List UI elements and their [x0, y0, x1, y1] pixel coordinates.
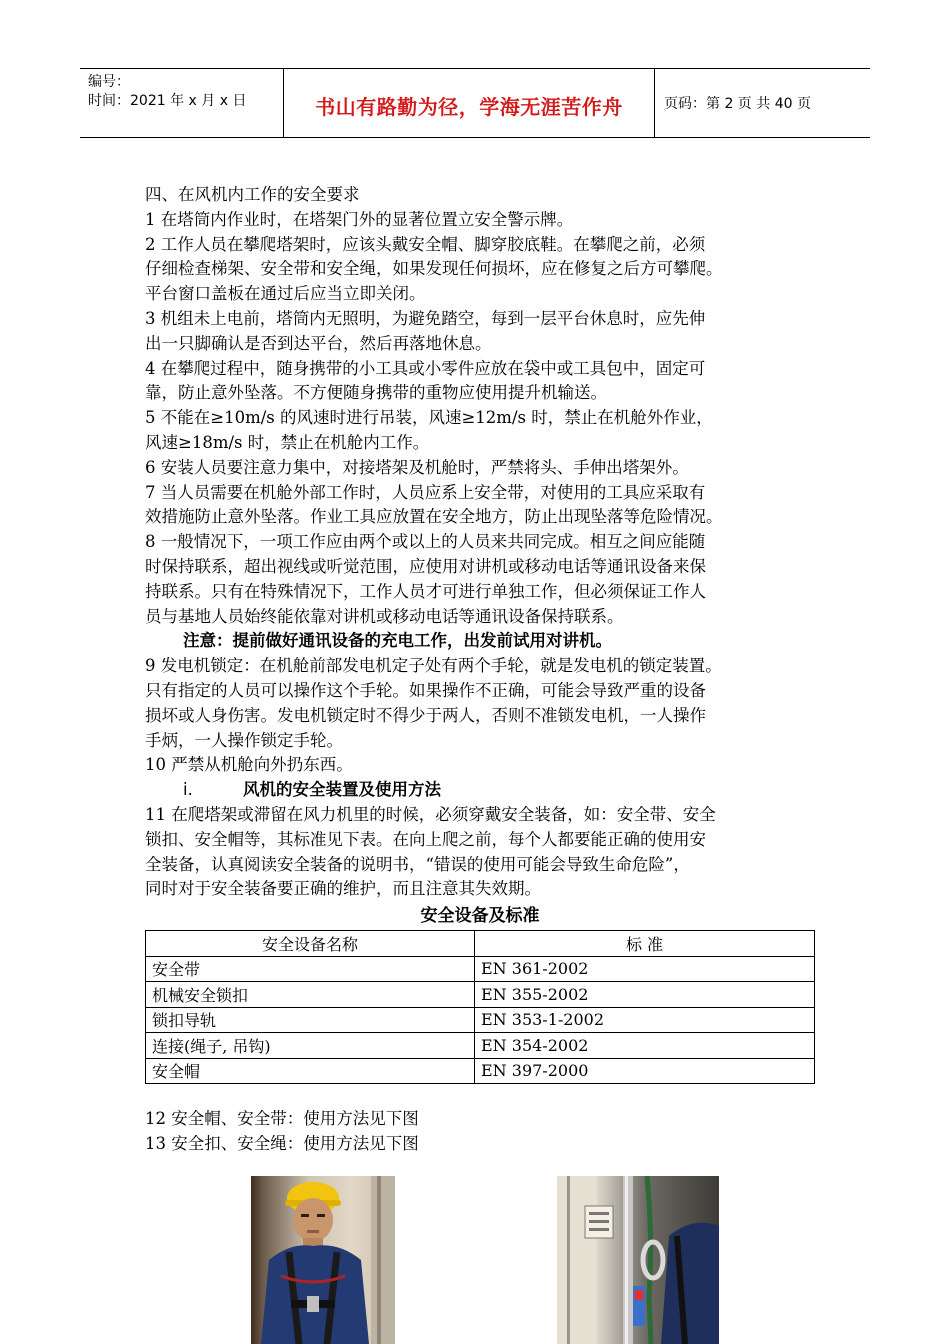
paragraph-line: 出一只脚确认是否到达平台，然后再落地休息。 [145, 333, 492, 353]
paragraph-line: 6 安装人员要注意力集中，对接塔架及机舱时，严禁将头、手伸出塔架外。 [145, 457, 689, 477]
paragraph-line: 5 不能在≥10m/s 的风速时进行吊装，风速≥12m/s 时，禁止在机舱外作业， [145, 408, 713, 428]
paragraph-line: 10 严禁从机舱向外扔东西。 [145, 755, 353, 775]
table-row [146, 982, 815, 1008]
paragraph-line: 员与基地人员始终能依靠对讲机或移动电话等通讯设备保持联系。 [145, 606, 624, 626]
header-meta [88, 73, 246, 111]
paragraph-line: 8 一般情况下，一项工作应由两个或以上的人员来共同完成。相互之间应能随 [145, 532, 706, 552]
table-cell-standard: EN 397-2000 [475, 1058, 815, 1084]
table-row [146, 1007, 815, 1033]
paragraph-line: 风速≥18m/s 时，禁止在机舱内工作。 [145, 432, 430, 452]
subsection-number: i. [183, 780, 193, 800]
safety-clip-rope-photo [557, 1176, 719, 1344]
paragraph-line: 同时对于安全装备要正确的维护，而且注意其失效期。 [145, 879, 541, 899]
section-title: 四、在风机内工作的安全要求 [145, 185, 360, 204]
table-title: 安全设备及标准 [420, 906, 540, 927]
paragraph-line: 手炳，一人操作锁定手轮。 [145, 730, 343, 750]
worker-illustration [251, 1176, 395, 1344]
note-line: 注意：提前做好通讯设备的充电工作，出发前试用对讲机。 [183, 631, 612, 651]
table-cell-standard: EN 354-2002 [475, 1033, 815, 1059]
table-cell-equipment: 安全带 [146, 956, 475, 982]
table-row [146, 956, 815, 982]
table-header-cell: 标 准 [475, 931, 815, 957]
paragraph-line: 靠，防止意外坠落。不方便随身携带的重物应使用提升机输送。 [145, 383, 607, 403]
paragraph-line: 4 在攀爬过程中，随身携带的小工具或小零件应放在袋中或工具包中，固定可 [145, 358, 706, 378]
header-divider [654, 69, 655, 137]
header-date-label: 时间：2021 年 x 月 x 日 [88, 93, 247, 109]
spacer [145, 1084, 815, 1107]
paragraph-line: 效措施防止意外坠落。作业工具应放置在安全地方，防止出现坠落等危险情况。 [145, 507, 723, 527]
paragraph-line: 损坏或人身伤害。发电机锁定时不得少于两人，否则不准锁发电机，一人操作 [145, 705, 706, 725]
clip-illustration [557, 1176, 719, 1344]
paragraph-line: 9 发电机锁定：在机舱前部发电机定子处有两个手轮，就是发电机的锁定装置。 [145, 656, 722, 676]
table-cell-standard: EN 361-2002 [475, 956, 815, 982]
table-cell-standard: EN 355-2002 [475, 982, 815, 1008]
table-cell-equipment: 安全帽 [146, 1058, 475, 1084]
subsection-heading [145, 778, 815, 803]
table-row [146, 1058, 815, 1084]
table-row [146, 1033, 815, 1059]
paragraph-line: 12 安全帽、安全带：使用方法见下图 [145, 1109, 419, 1129]
paragraph-line: 11 在爬塔架或滞留在风力机里的时候，必须穿戴安全装备，如：安全带、安全 [145, 804, 716, 824]
paragraph-line: 1 在塔筒内作业时，在塔架门外的显著位置立安全警示牌。 [145, 209, 574, 229]
table-cell-equipment: 锁扣导轨 [146, 1007, 475, 1033]
table-header-row [146, 931, 815, 957]
document-body [145, 183, 815, 1157]
paragraph-line: 持联系。只有在特殊情况下，工作人员才可进行单独工作，但必须保证工作人 [145, 581, 706, 601]
subsection-title: 风机的安全装置及使用方法 [243, 780, 441, 800]
paragraph-line: 13 安全扣、安全绳：使用方法见下图 [145, 1133, 419, 1153]
paragraph-line: 时保持联系，超出视线或听觉范围，应使用对讲机或移动电话等通讯设备来保 [145, 556, 706, 576]
standards-table [145, 930, 815, 1084]
paragraph-line: 仔细检查梯架、安全带和安全绳，如果发现任何损坏，应在修复之后方可攀爬。 [145, 259, 723, 279]
paragraph-line: 平台窗口盖板在通过后应当立即关闭。 [145, 284, 426, 304]
table-header-cell: 安全设备名称 [146, 931, 475, 957]
paragraph-line: 3 机组未上电前，塔筒内无照明，为避免踏空，每到一层平台休息时，应先伸 [145, 308, 706, 328]
table-cell-equipment: 连接(绳子, 吊钩) [146, 1033, 475, 1059]
table-cell-standard: EN 353-1-2002 [475, 1007, 815, 1033]
paragraph-line: 全装备，认真阅读安全装备的说明书，“错误的使用可能会导致生命危险”， [145, 854, 690, 874]
paragraph-line: 只有指定的人员可以操作这个手轮。如果操作不正确，可能会导致严重的设备 [145, 680, 706, 700]
page-header [80, 68, 870, 138]
table-cell-equipment: 机械安全锁扣 [146, 982, 475, 1008]
paragraph-line: 7 当人员需要在机舱外部工作时，人员应系上安全带，对使用的工具应采取有 [145, 482, 706, 502]
header-page-label: 页码：第 2 页 共 40 页 [664, 96, 811, 112]
header-motto: 书山有路勤为径，学海无涯苦作舟 [315, 95, 623, 119]
header-number-label: 编号： [88, 74, 130, 90]
paragraph-line: 锁扣、安全帽等，其标准见下表。在向上爬之前，每个人都要能正确的使用安 [145, 829, 706, 849]
helmet-harness-photo [251, 1176, 395, 1344]
paragraph-line: 2 工作人员在攀爬塔架时，应该头戴安全帽、脚穿胶底鞋。在攀爬之前，必须 [145, 234, 706, 254]
